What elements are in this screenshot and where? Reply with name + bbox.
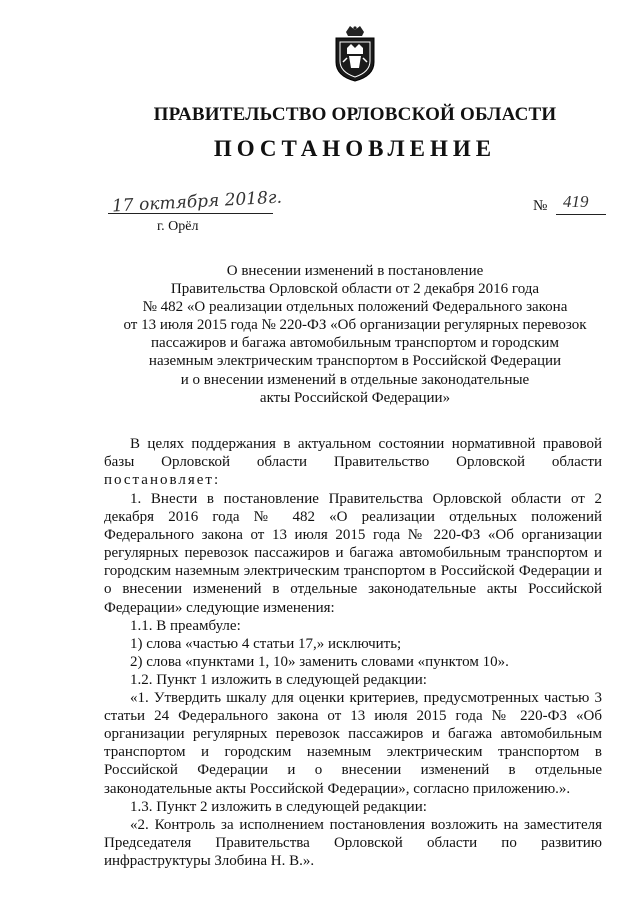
subject-line: акты Российской Федерации» xyxy=(259,389,451,406)
subject-line: Правительства Орловской области от 2 декабря 2016 года xyxy=(170,281,540,298)
handwritten-date: 17 октября 2018г. xyxy=(111,187,283,217)
subject-line: пассажиров и багажа автомобильным транспортом и городским xyxy=(151,335,559,352)
subject-line: наземным электрическим транспортом в Российской Федерации xyxy=(148,353,562,370)
document-type-title: ПОСТАНОВЛЕНИЕ xyxy=(213,136,497,161)
number-label: № xyxy=(533,198,548,214)
body-paragraph: «2. Контроль за исполнением постановления возложить на заместителя Председателя Правительства Орловской области по развитию инфраструктуры Злобина Н. В.». xyxy=(104,816,602,869)
subject-line: О внесении изменений в постановление xyxy=(226,263,484,279)
handwritten-number: 419 xyxy=(563,192,589,211)
body-paragraph: 1.1. В преамбуле: xyxy=(130,617,241,634)
coat-of-arms-emblem xyxy=(334,24,376,82)
body-paragraph: «1. Утвердить шкалу для оценки критериев, предусмотренных частью 3 статьи 24 Федерального закона от 13 июля 2015 года № 220-ФЗ «Об организации регулярных перевозок пассажиров и багажа автомобильным транспортом и городским наземным электрическим транспортом в Российской Федерации и о внесении изменений в отдельные законодательные акты Российской Федерации», согласно приложению.». xyxy=(104,690,602,797)
body-paragraph: 2) слова «пунктами 1, 10» заменить словами «пунктом 10». xyxy=(130,653,509,670)
preamble-text: В целях поддержания в актуальном состоянии нормативной правовой базы Орловской области Правительство Орловской области xyxy=(104,436,602,471)
document-body xyxy=(104,490,602,870)
date-underline xyxy=(108,213,273,214)
body-paragraph: 1.3. Пункт 2 изложить в следующей редакции: xyxy=(130,798,427,815)
document-subject xyxy=(90,262,620,407)
body-paragraph: 1) слова «частью 4 статьи 17,» исключить; xyxy=(130,635,402,652)
preamble-paragraph xyxy=(104,435,602,489)
preamble xyxy=(104,435,602,489)
subject-line: от 13 июля 2015 года № 220-ФЗ «Об организации регулярных перевозок xyxy=(123,317,587,334)
body-paragraph: 1.2. Пункт 1 изложить в следующей редакции: xyxy=(130,671,427,688)
city-label: г. Орёл xyxy=(157,219,199,234)
number-underline xyxy=(556,214,606,215)
organization-title: ПРАВИТЕЛЬСТВО ОРЛОВСКОЙ ОБЛАСТИ xyxy=(153,104,557,125)
subject-line: № 482 «О реализации отдельных положений Федерального закона xyxy=(142,299,568,316)
body-paragraph: 1. Внести в постановление Правительства Орловской области от 2 декабря 2016 года № 482 «О реализации отдельных положений Федерального закона от 13 июля 2015 года № 220-ФЗ «Об организации регулярных перевозок пассажиров и багажа автомобильным транспортом и городским наземным электрическим транспортом в Российской Федерации и о внесении изменений в отдельные законодательные акты Российской Федерации» следующие изменения: xyxy=(104,491,602,616)
subject-line: и о внесении изменений в отдельные законодательные xyxy=(180,371,530,388)
resolves-word: постановляет: xyxy=(104,472,221,489)
